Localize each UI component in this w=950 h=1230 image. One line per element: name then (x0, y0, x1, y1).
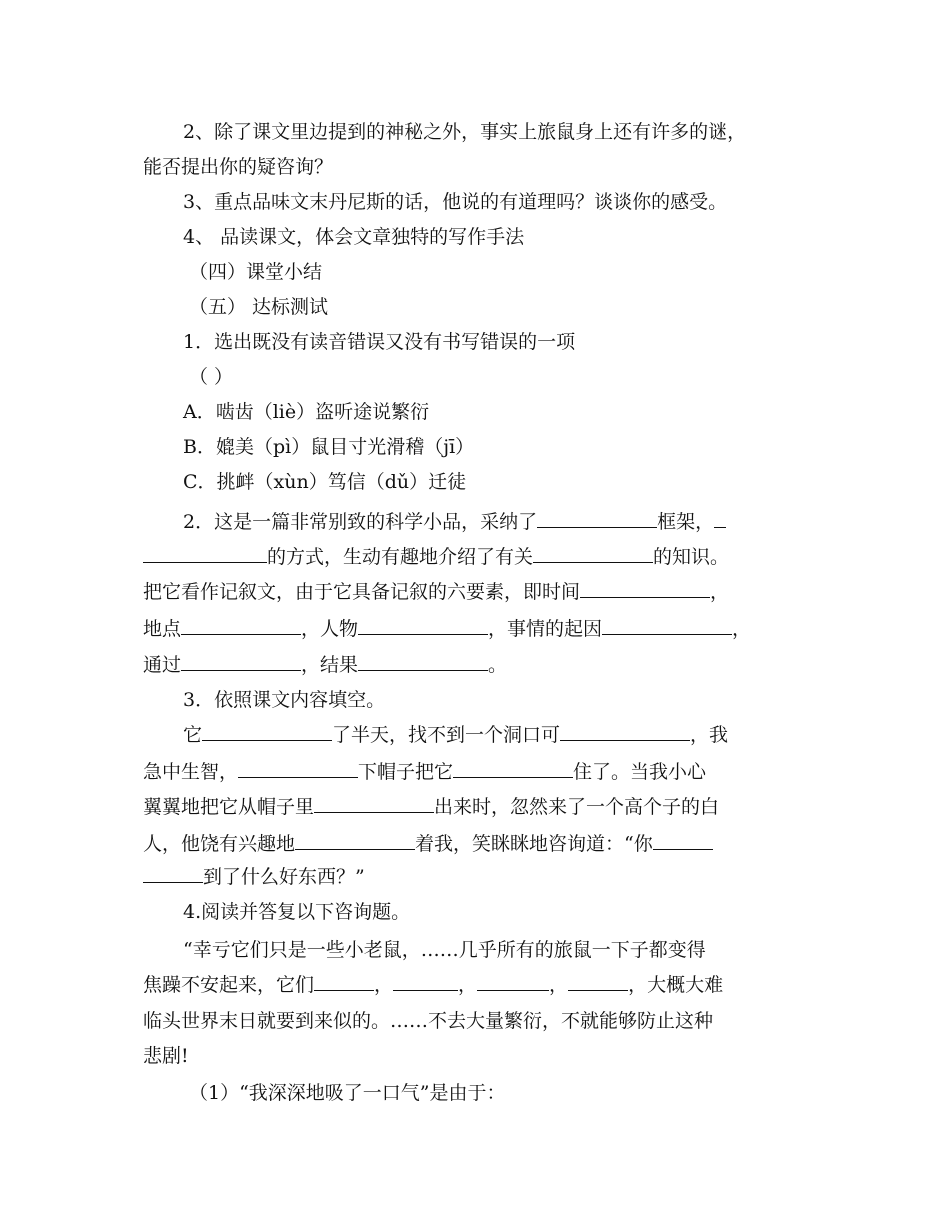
blank (560, 720, 690, 741)
test-3-line-3: 翼翼地把它从帽子里 出来时，忽然来了一个高个子的白 (143, 792, 719, 822)
test-1-prompt: 1．选出既没有读音错误又没有书写错误的一项 (183, 331, 576, 353)
blank (314, 792, 434, 813)
sub-question-1: （1）“我深深地吸了一口气”是由于： (189, 1082, 506, 1104)
test-2-line-2: 的方式，生动有趣地介绍了有关 的知识。 (143, 542, 729, 572)
blank (202, 720, 332, 741)
blank (568, 970, 628, 991)
blank (181, 650, 301, 671)
test-2-line-3: 把它看作记叙文，由于它具备记叙的六要素，即时间 ， (143, 577, 729, 607)
question-2-line-2: 能否提出你的疑咨询？ (143, 156, 334, 178)
option-a: A．啮齿（liè）盗听途说繁衍 (183, 401, 430, 423)
blank (181, 614, 301, 635)
test-3-prompt: 3．依照课文内容填空。 (183, 689, 386, 711)
blank (238, 757, 358, 778)
blank (580, 577, 710, 598)
section-4-heading: （四）课堂小结 (189, 261, 323, 283)
test-4-prompt: 4.阅读并答复以下咨询题。 (183, 901, 411, 923)
question-3: 3、重点品味文末丹尼斯的话，他说的有道理吗？谈谈你的感受。 (183, 191, 728, 213)
test-3-line-1: 它 了半天，找不到一个洞口可 ，我 (183, 720, 728, 750)
test-1-answer-bracket: （ ） (189, 366, 234, 388)
test-2-line-5: 通过 ，结果 。 (143, 650, 507, 680)
passage-line-1: “幸亏它们只是一些小老鼠，……几乎所有的旅鼠一下子都变得 (183, 939, 706, 961)
question-4: 4、 品读课文，体会文章独特的写作手法 (183, 226, 525, 248)
blank (393, 970, 458, 991)
option-b: B．媲美（pì）鼠目寸光滑稽（jī） (183, 436, 475, 458)
passage-line-3: 临头世界末日就要到来似的。……不去大量繁衍，不就能够防止这种 (143, 1010, 714, 1032)
blank (314, 970, 374, 991)
blank (602, 614, 732, 635)
test-2-line-1: 2．这是一篇非常别致的科学小品，采纳了 框架， (183, 507, 726, 537)
blank (533, 542, 653, 563)
test-3-line-5: 到了什么好东西？” (143, 862, 365, 892)
passage-line-4: 悲剧! (143, 1045, 189, 1067)
test-3-line-4: 人，他饶有兴趣地 着我，笑眯眯地咨询道：“你 (143, 829, 713, 859)
blank (714, 507, 726, 528)
blank (143, 542, 267, 563)
passage-line-2: 焦躁不安起来，它们 ， ， ， ，大概大难 (143, 970, 723, 1000)
blank (143, 862, 203, 883)
test-3-line-2: 急中生智， 下帽子把它 住了。当我小心 (143, 757, 706, 787)
blank (653, 829, 713, 850)
question-2-line-1: 2、除了课文里边提到的神秘之外，事实上旅鼠身上还有许多的谜， (183, 121, 747, 143)
blank (295, 829, 415, 850)
blank (453, 757, 573, 778)
option-c: C．挑衅（xùn）笃信（dǔ）迁徒 (183, 471, 467, 493)
blank (358, 650, 488, 671)
blank (358, 614, 488, 635)
test-2-line-4: 地点 ，人物 ，事情的起因 ， (143, 614, 751, 644)
blank (477, 970, 549, 991)
section-5-heading: （五） 达标测试 (189, 296, 329, 318)
blank (537, 507, 657, 528)
